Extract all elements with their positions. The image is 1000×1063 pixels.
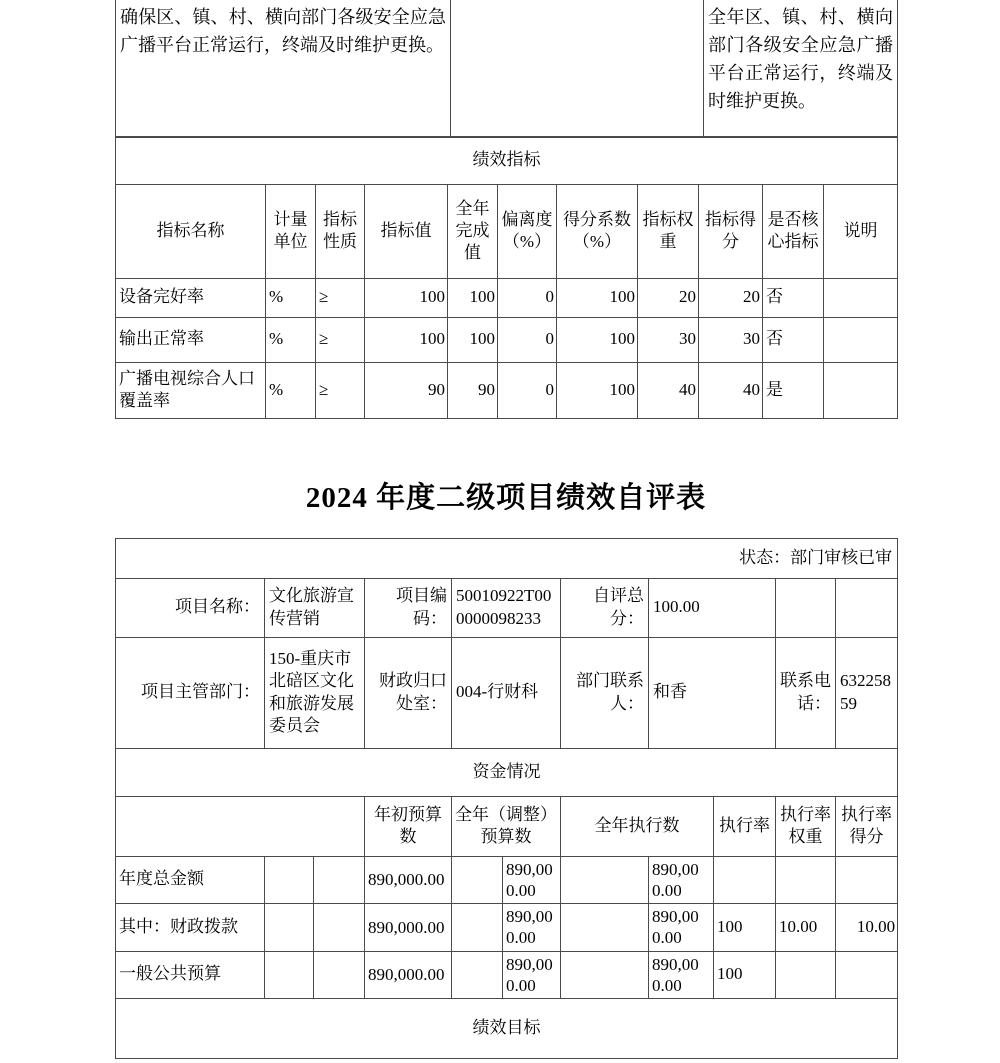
indicator-name: 广播电视综合人口覆盖率 [116,362,266,418]
empty-cell [265,856,314,903]
funding-row [116,856,898,903]
empty-cell [561,856,649,903]
col-header-rate-score: 执行率得分 [836,796,898,856]
contact-phone-label: 联系电话： [776,637,836,748]
indicator-unit: % [266,278,316,317]
indicator-core: 是 [763,362,824,418]
empty-cell [452,951,503,998]
carryover-annual-goal-cell: 确保区、镇、村、横向部门各级安全应急广播平台正常运行，终端及时维护更换。 [116,0,451,136]
indicator-section-title: 绩效指标 [116,137,898,184]
indicator-note [824,317,898,362]
carryover-row-table [115,0,898,137]
indicator-row [116,317,898,362]
empty-cell [836,578,898,637]
funding-executed-amount: 890,000.00 [649,903,714,951]
col-header-core: 是否核心指标 [763,184,824,278]
indicator-completed: 100 [448,317,498,362]
goal-section-row [116,998,898,1058]
empty-cell [561,951,649,998]
funding-rate-score: 10.00 [836,903,898,951]
competent-department-value: 150-重庆市北碚区文化和旅游发展委员会 [265,637,365,748]
self-score-label: 自评总分： [561,578,649,637]
indicator-core: 否 [763,278,824,317]
funding-row-label: 其中：财政拨款 [116,903,265,951]
funding-initial-budget: 890,000.00 [365,903,452,951]
indicator-weight: 30 [638,317,699,362]
indicator-note [824,278,898,317]
indicator-weight: 20 [638,278,699,317]
indicator-unit: % [266,317,316,362]
contact-person-value: 和香 [649,637,776,748]
project-code-value: 50010922T000000098233 [452,578,561,637]
project-info-row-2 [116,637,898,748]
funding-rate-weight: 10.00 [776,903,836,951]
funding-executed-amount: 890,000.00 [649,951,714,998]
indicator-row [116,362,898,418]
empty-cell [314,951,365,998]
indicator-name: 输出正常率 [116,317,266,362]
funding-adjusted-budget: 890,000.00 [503,951,561,998]
indicator-completed: 90 [448,362,498,418]
indicator-target: 100 [365,278,448,317]
project-code-label: 项目编码： [365,578,452,637]
indicator-deviation: 0 [498,317,557,362]
carryover-empty-cell [451,0,704,136]
indicator-table [115,137,898,419]
funding-rate-weight [776,856,836,903]
funding-section-title: 资金情况 [116,748,898,796]
funding-execution-rate [714,856,776,903]
indicator-deviation: 0 [498,278,557,317]
col-header-completed-value: 全年完成值 [448,184,498,278]
finance-office-label: 财政归口处室： [365,637,452,748]
contact-phone-value: 63225859 [836,637,898,748]
competent-department-label: 项目主管部门： [116,637,265,748]
funding-header-row [116,796,898,856]
col-header-executed-amount: 全年执行数 [561,796,714,856]
col-header-weight: 指标权重 [638,184,699,278]
col-header-execution-rate: 执行率 [714,796,776,856]
empty-cell [265,903,314,951]
col-header-unit: 计量单位 [266,184,316,278]
carryover-actual-completion-cell: 全年区、镇、村、横向部门各级安全应急广播平台正常运行，终端及时维护更换。 [704,0,898,136]
indicator-section-row [116,137,898,184]
project-table [115,538,898,1059]
indicator-completed: 100 [448,278,498,317]
indicator-name: 设备完好率 [116,278,266,317]
funding-rate-weight [776,951,836,998]
indicator-target: 100 [365,317,448,362]
funding-rate-score [836,951,898,998]
project-info-row-1 [116,578,898,637]
funding-adjusted-budget: 890,000.00 [503,903,561,951]
col-header-coefficient: 得分系数（%） [557,184,638,278]
indicator-score: 30 [699,317,763,362]
empty-cell [561,903,649,951]
status-text: 状态：部门审核已审 [116,538,898,578]
indicator-nature: ≥ [316,362,365,418]
funding-row [116,951,898,998]
funding-row-label: 年度总金额 [116,856,265,903]
col-header-note: 说明 [824,184,898,278]
project-name-value: 文化旅游宣传营销 [265,578,365,637]
funding-executed-amount: 890,000.00 [649,856,714,903]
empty-cell [452,903,503,951]
col-header-target-value: 指标值 [365,184,448,278]
contact-person-label: 部门联系人： [561,637,649,748]
indicator-target: 90 [365,362,448,418]
funding-row [116,903,898,951]
empty-cell [265,951,314,998]
funding-initial-budget: 890,000.00 [365,856,452,903]
funding-execution-rate: 100 [714,903,776,951]
indicator-nature: ≥ [316,317,365,362]
indicator-deviation: 0 [498,362,557,418]
funding-rate-score [836,856,898,903]
indicator-nature: ≥ [316,278,365,317]
col-header-nature: 指标性质 [316,184,365,278]
carryover-row [116,0,898,136]
indicator-header-row [116,184,898,278]
self-score-value: 100.00 [649,578,776,637]
empty-cell [776,578,836,637]
empty-cell [452,856,503,903]
page-title: 2024 年度二级项目绩效自评表 [305,481,707,514]
indicator-unit: % [266,362,316,418]
indicator-weight: 40 [638,362,699,418]
empty-cell [314,903,365,951]
col-header-score: 指标得分 [699,184,763,278]
funding-initial-budget: 890,000.00 [365,951,452,998]
indicator-row [116,278,898,317]
col-header-deviation: 偏离度（%） [498,184,557,278]
finance-office-value: 004-行财科 [452,637,561,748]
col-header-initial-budget: 年初预算数 [365,796,452,856]
indicator-note [824,362,898,418]
col-header-adjusted-budget: 全年（调整）预算数 [452,796,561,856]
col-header-rate-weight: 执行率权重 [776,796,836,856]
project-name-label: 项目名称： [116,578,265,637]
indicator-score: 20 [699,278,763,317]
funding-section-row [116,748,898,796]
empty-cell [314,856,365,903]
funding-adjusted-budget: 890,000.00 [503,856,561,903]
funding-execution-rate: 100 [714,951,776,998]
indicator-core: 否 [763,317,824,362]
funding-header-empty [116,796,365,856]
indicator-coefficient: 100 [557,317,638,362]
indicator-score: 40 [699,362,763,418]
col-header-indicator-name: 指标名称 [116,184,266,278]
document-page [115,0,897,1059]
indicator-coefficient: 100 [557,278,638,317]
indicator-coefficient: 100 [557,362,638,418]
status-row [116,538,898,578]
goal-section-title: 绩效目标 [116,998,898,1058]
funding-row-label: 一般公共预算 [116,951,265,998]
